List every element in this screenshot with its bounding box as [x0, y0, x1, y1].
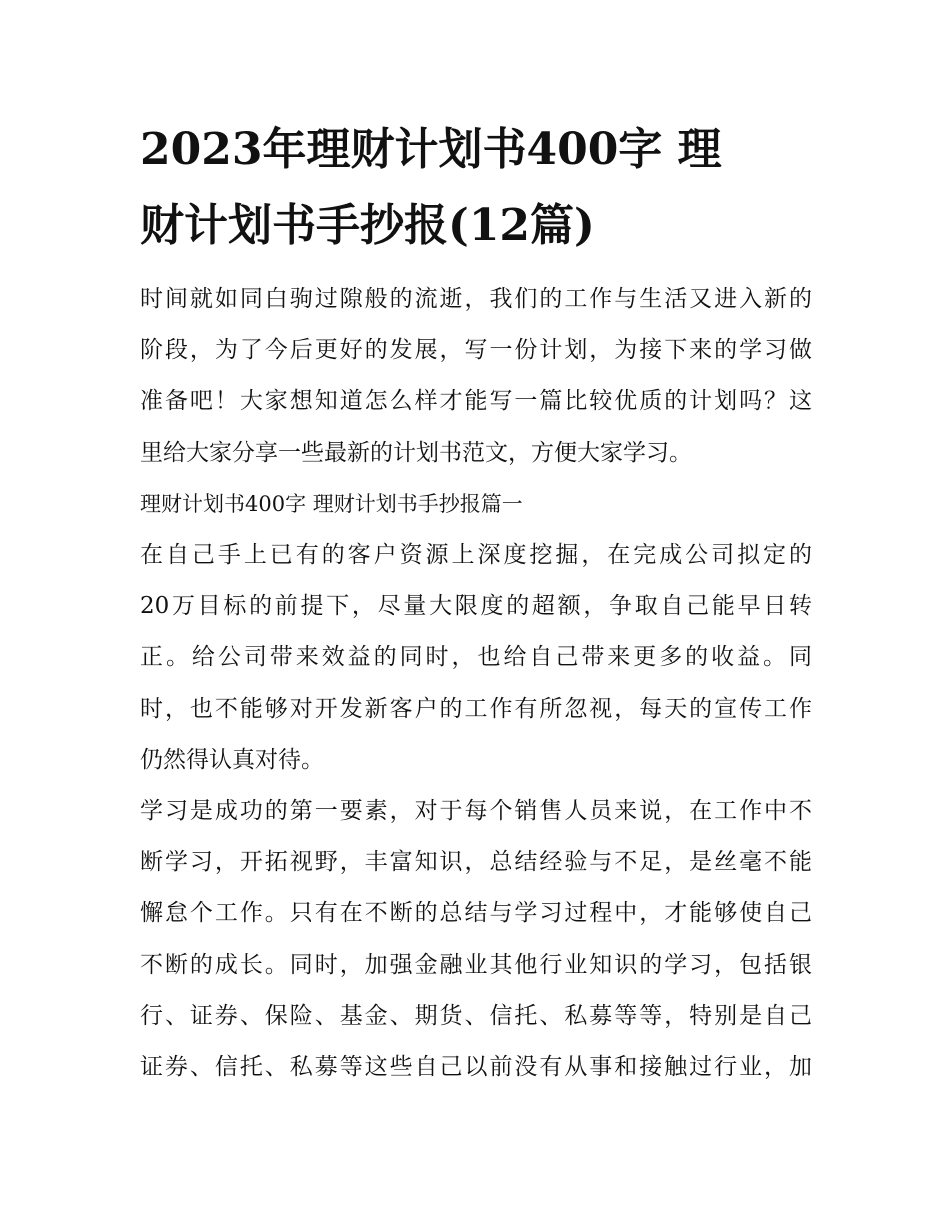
intro-line-4: 里给大家分享一些最新的计划书范文，方便大家学习。 [140, 439, 692, 466]
paragraph-1-line-4: 时，也不能够对开发新客户的工作有所忽视，每天的宣传工作 [140, 695, 812, 722]
document-page [140, 112, 812, 1093]
paragraph-2-line-4: 不断的成长。同时，加强金融业其他行业知识的学习，包括银 [140, 951, 812, 978]
intro-line-1: 时间就如同白驹过隙般的流逝，我们的工作与生活又进入新的 [140, 286, 812, 312]
paragraph-1-line-3: 正。给公司带来效益的同时，也给自己带来更多的收益。同 [140, 644, 812, 671]
intro-line-3: 准备吧！大家想知道怎么样才能写一篇比较优质的计划吗？这 [140, 388, 812, 415]
document-title [140, 112, 812, 264]
paragraph-1-line-1: 在自己手上已有的客户资源上深度挖掘，在完成公司拟定的 [140, 542, 812, 569]
title-line-2: 财计划书手抄报(12篇) [140, 200, 595, 251]
paragraph-1-line-5: 仍然得认真对待。 [140, 746, 324, 773]
paragraph-2-line-2: 断学习，开拓视野，丰富知识，总结经验与不足，是丝毫不能 [140, 849, 812, 876]
paragraph-2-line-3: 懈怠个工作。只有在不断的总结与学习过程中，才能够使自己 [140, 900, 812, 927]
paragraph-2 [140, 786, 812, 1093]
paragraph-2-line-5: 行、证券、保险、基金、期货、信托、私募等等，特别是自己 [140, 1002, 812, 1029]
section-heading: 理财计划书400字 理财计划书手抄报篇一 [140, 491, 523, 516]
paragraph-2-line-6: 证券、信托、私募等这些自己以前没有从事和接触过行业，加 [140, 1054, 812, 1081]
title-line-1: 2023年理财计划书400字 理 [140, 124, 722, 175]
intro-paragraph [140, 274, 812, 479]
intro-line-2: 阶段，为了今后更好的发展，写一份计划，为接下来的学习做 [140, 337, 812, 364]
paragraph-1 [140, 530, 812, 786]
paragraph-2-line-1: 学习是成功的第一要素，对于每个销售人员来说，在工作中不 [140, 798, 812, 825]
paragraph-1-line-2: 20万目标的前提下，尽量大限度的超额，争取自己能早日转 [140, 593, 812, 620]
